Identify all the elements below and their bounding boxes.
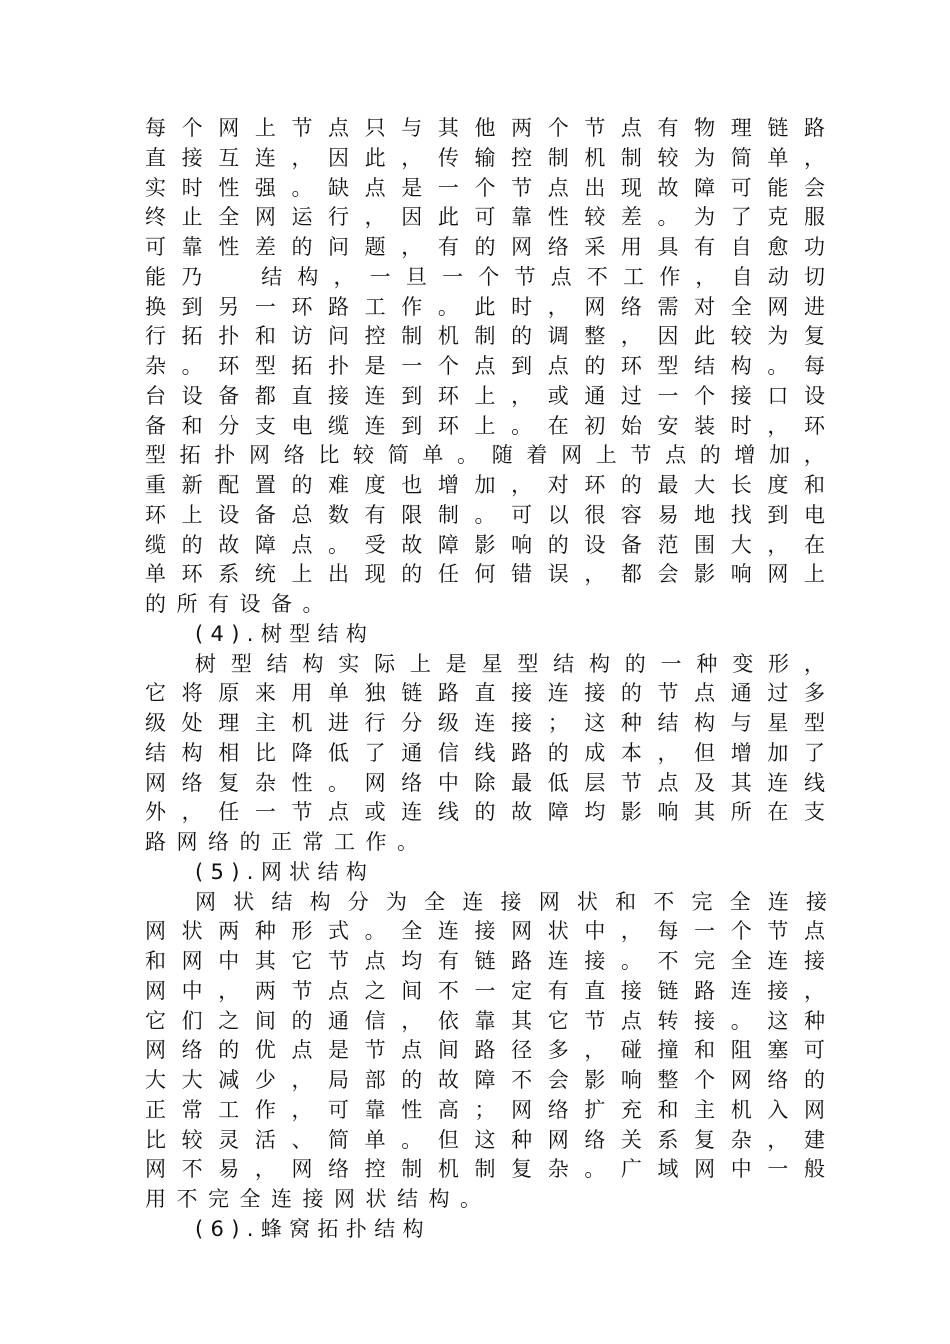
text-line: 结 构 相 比 降 低 了 通 信 线 路 的 成 本 ， 但 增 加 了	[145, 740, 825, 765]
section-heading-4: (4).树型结构	[195, 621, 375, 646]
text-line: 单 环 系 统 上 出 现 的 任 何 错 误 ， 都 会 影 响 网 上	[145, 562, 825, 587]
text-line: 实 时 性 强 。 缺 点 是 一 个 节 点 出 现 故 障 可 能 会	[145, 175, 825, 200]
text-line: 换 到 另 一 环 路 工 作 。 此 时 ， 网 络 需 对 全 网 进	[145, 294, 825, 319]
text-line: 比 较 灵 活 、 简 单 。 但 这 种 网 络 关 系 复 杂 ， 建	[145, 1127, 825, 1152]
text-line: 用不完全连接网状结构。	[145, 1187, 492, 1211]
text-line: 网 状 结 构 分 为 全 连 接 网 状 和 不 完 全 连 接	[195, 889, 827, 914]
text-line: 的所有设备。	[145, 592, 334, 616]
text-line: 网 络 复 杂 性 。 网 络 中 除 最 低 层 节 点 及 其 连 线	[145, 770, 825, 795]
text-line: 网 中 ， 两 节 点 之 间 不 一 定 有 直 接 链 路 连 接 ，	[145, 978, 825, 1003]
text-line: 缆 的 故 障 点 。 受 故 障 影 响 的 设 备 范 围 大 ， 在	[145, 532, 825, 557]
text-line: 和 网 中 其 它 节 点 均 有 链 路 连 接 。 不 完 全 连 接	[145, 949, 825, 973]
text-line: 网 状 两 种 形 式 。 全 连 接 网 状 中 ， 每 一 个 节 点	[145, 919, 825, 944]
text-line: 它 们 之 间 的 通 信 ， 依 靠 其 它 节 点 转 接 。 这 种	[145, 1008, 825, 1033]
text-line: 可 靠 性 差 的 问 题 ， 有 的 网 络 采 用 具 有 自 愈 功	[145, 235, 825, 259]
text-line: 外 ， 任 一 节 点 或 连 线 的 故 障 均 影 响 其 所 在 支	[145, 800, 825, 825]
text-line: 大 大 减 少 ， 局 部 的 故 障 不 会 影 响 整 个 网 络 的	[145, 1068, 825, 1092]
text-line: 路网络的正常工作。	[145, 830, 429, 854]
text-line: 网 不 易 ， 网 络 控 制 机 制 复 杂 。 广 域 网 中 一 般	[145, 1157, 825, 1182]
text-line: 杂 。 环 型 拓 扑 是 一 个 点 到 点 的 环 型 结 构 。 每	[145, 354, 825, 378]
text-line: 终 止 全 网 运 行 ， 因 此 可 靠 性 较 差 。 为 了 克 服	[145, 205, 825, 230]
text-line: 级 处 理 主 机 进 行 分 级 连 接 ； 这 种 结 构 与 星 型	[145, 711, 825, 735]
text-line: 型 拓 扑 网 络 比 较 简 单 。 随 着 网 上 节 点 的 增 加 ，	[145, 443, 825, 468]
text-line: 环 上 设 备 总 数 有 限 制 。 可 以 很 容 易 地 找 到 电	[145, 502, 825, 527]
section-heading-5: (5).网状结构	[195, 859, 375, 884]
text-line: 备 和 分 支 电 缆 连 到 环 上 。 在 初 始 安 装 时 ， 环	[145, 413, 825, 438]
section-heading-6: (6).蜂窝拓扑结构	[195, 1216, 431, 1241]
text-line: 直 接 互 连 ， 因 此 ， 传 输 控 制 机 制 较 为 简 单 ，	[145, 145, 825, 170]
text-line: 每 个 网 上 节 点 只 与 其 他 两 个 节 点 有 物 理 链 路	[145, 116, 825, 140]
text-line: 树 型 结 构 实 际 上 是 星 型 结 构 的 一 种 变 形 ，	[195, 651, 825, 676]
text-line: 正 常 工 作 ， 可 靠 性 高 ； 网 络 扩 充 和 主 机 入 网	[145, 1097, 825, 1122]
text-line: 它 将 原 来 用 单 独 链 路 直 接 连 接 的 节 点 通 过 多	[145, 681, 825, 706]
text-line: 重 新 配 置 的 难 度 也 增 加 ， 对 环 的 最 大 长 度 和	[145, 473, 825, 497]
text-line: 行 拓 扑 和 访 问 控 制 机 制 的 调 整 ， 因 此 较 为 复	[145, 324, 825, 349]
body-text	[145, 114, 825, 1245]
text-line: 能 乃 结 构 ， 一 旦 一 个 节 点 不 工 作 ， 自 动 切	[145, 264, 825, 289]
text-line: 台 设 备 都 直 接 连 到 环 上 ， 或 通 过 一 个 接 口 设	[145, 383, 825, 408]
text-line: 网 络 的 优 点 是 节 点 间 路 径 多 ， 碰 撞 和 阻 塞 可	[145, 1038, 825, 1063]
